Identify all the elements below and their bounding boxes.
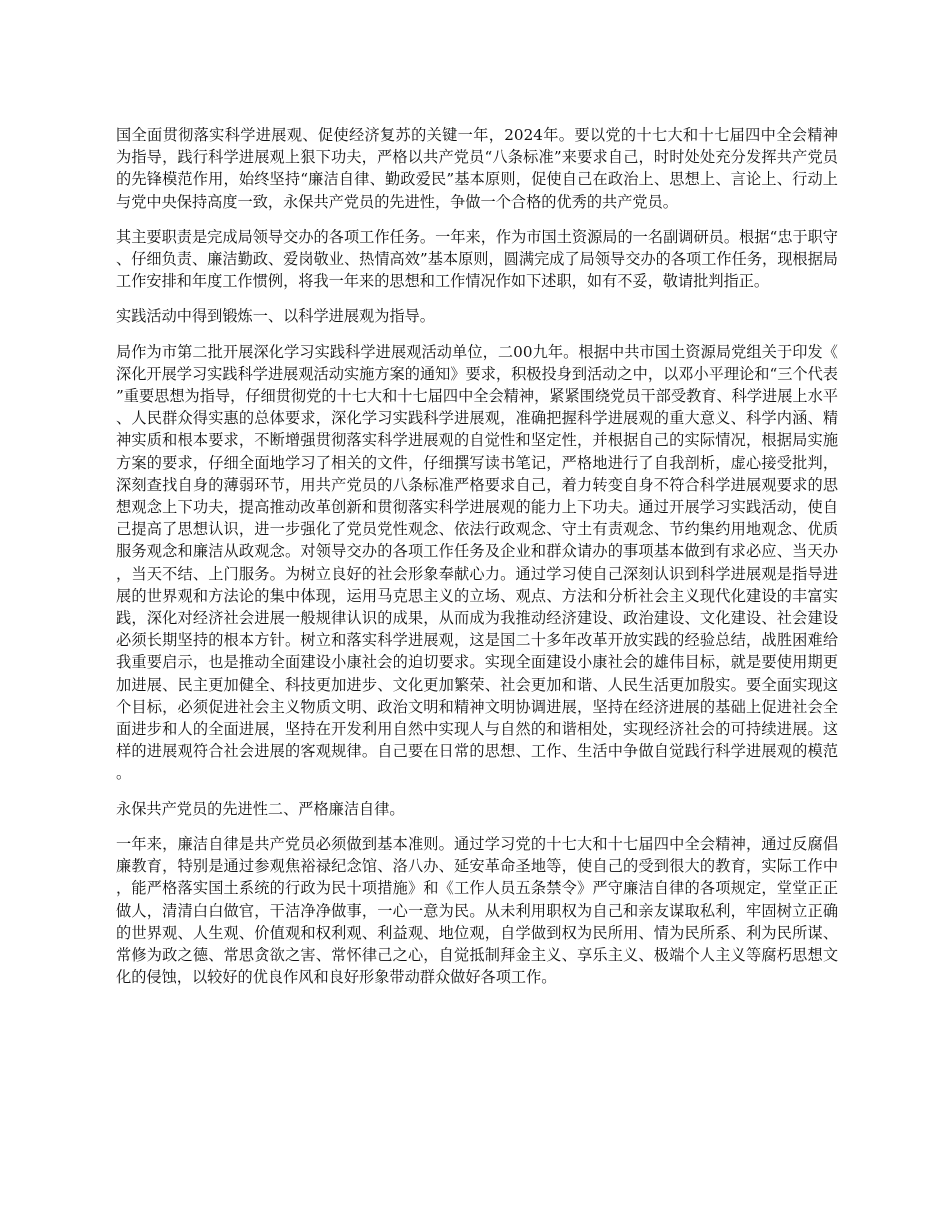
paragraph-integrity: 一年来，廉洁自律是共产党员必须做到基本准则。通过学习党的十七大和十七届四中全会精神，通过反腐倡廉教育，特别是通过参观焦裕禄纪念馆、洛八办、延安革命圣地等，使自己的受到很大的教育，实际工作中，能严格落实国土系统的行政为民十项措施》和《工作人员五条禁令》严守廉洁自律的各项规定，堂堂正正做人，清清白白做官，干洁净净做事，一心一意为民。从未利用职权为自己和亲友谋取私利，牢固树立正确的世界观、人生观、价值观和权利观、利益观、地位观，自学做到权为民所用、情为民所系、利为民所谋、常修为政之德、常思贪欲之害、常怀律己之心，自觉抵制拜金主义、享乐主义、极端个人主义等腐朽思想文化的侵蚀，以较好的优良作风和良好形象带动群众做好各项工作。 [116, 834, 838, 987]
paragraph-intro: 国全面贯彻落实科学进展观、促使经济复苏的关键一年，2024年。要以党的十七大和十七届四中全会精神为指导，践行科学进展观上狠下功夫，严格以共产党员“八条标准”来要求自己，时时处处充分发挥共产党员的先锋模范作用，始终坚持“廉洁自律、勤政爱民”基本原则，促使自己在政治上、思想上、言论上、行动上与党中央保持高度一致，永保共产党员的先进性，争做一个合格的优秀的共产党员。 [116, 126, 838, 211]
document-body [116, 124, 838, 1001]
paragraph-practice: 局作为市第二批开展深化学习实践科学进展观活动单位，二00九年。根据中共市国土资源局党组关于印发《深化开展学习实践科学进展观活动实施方案的通知》要求，积极投身到活动之中，以邓小平理论和“三个代表”重要思想为指导，仔细贯彻党的十七大和十七届四中全会精神，紧紧围绕党员干部受教育、科学进展上水平、人民群众得实惠的总体要求，深化学习实践科学进展观，准确把握科学进展观的重大意义、科学内涵、精神实质和根本要求，不断增强贯彻落实科学进展观的自觉性和坚定性，并根据自己的实际情况，根据局实施方案的要求，仔细全面地学习了相关的文件，仔细撰写读书笔记，严格地进行了自我剖析，虚心接受批判，深刻查找自身的薄弱环节，用共产党员的八条标准严格要求自己，着力转变自身不符合科学进展观要求的思想观念上下功夫，提高推动改革创新和贯彻落实科学进展观的能力上下功夫。通过开展学习实践活动，使自己提高了思想认识，进一步强化了党员党性观念、依法行政观念、守土有责观念、节约集约用地观念、优质服务观念和廉洁从政观念。对领导交办的各项工作任务及企业和群众请办的事项基本做到有求必应、当天办，当天不结、上门服务。为树立良好的社会形象奉献心力。通过学习使自己深刻认识到科学进展观是指导进展的世界观和方法论的集中体现，运用马克思主义的立场、观点、方法和分析社会主义现代化建设的丰富实践，深化对经济社会进展一般规律认识的成果，从而成为我推动经济建设、政治建设、文化建设、社会建设必须长期坚持的根本方针。树立和落实科学进展观，这是国二十多年改革开放实践的经验总结，战胜困难给我重要启示，也是推动全面建设小康社会的迫切要求。实现全面建设小康社会的雄伟目标，就是要使用期更加进展、民主更加健全、科技更加进步、文化更加繁荣、社会更加和谐、人民生活更加殷实。要全面实现这个目标，必须促进社会主义物质文明、政治文明和精神文明协调进展，坚持在经济进展的基础上促进社会全面进步和人的全面进展，坚持在开发利用自然中实现人与自然的和谐相处，实现经济社会的可持续进展。这样的进展观符合社会进展的客观规律。自己要在日常的思想、工作、生活中争做自觉践行科学进展观的模范。 [116, 342, 838, 783]
paragraph-duties: 其主要职责是完成局领导交办的各项工作任务。一年来，作为市国土资源局的一名副调研员。根据“忠于职守、仔细负责、廉洁勤政、爱岗敬业、热情高效”基本原则，圆满完成了局领导交办的各项工作任务，现根据局工作安排和年度工作惯例，将我一年来的思想和工作情况作如下述职，如有不妥，敬请批判指正。 [116, 227, 838, 291]
section-heading-2: 永保共产党员的先进性二、严格廉洁自律。 [116, 799, 405, 818]
section-heading-1: 实践活动中得到锻炼一、以科学进展观为指导。 [116, 307, 435, 326]
